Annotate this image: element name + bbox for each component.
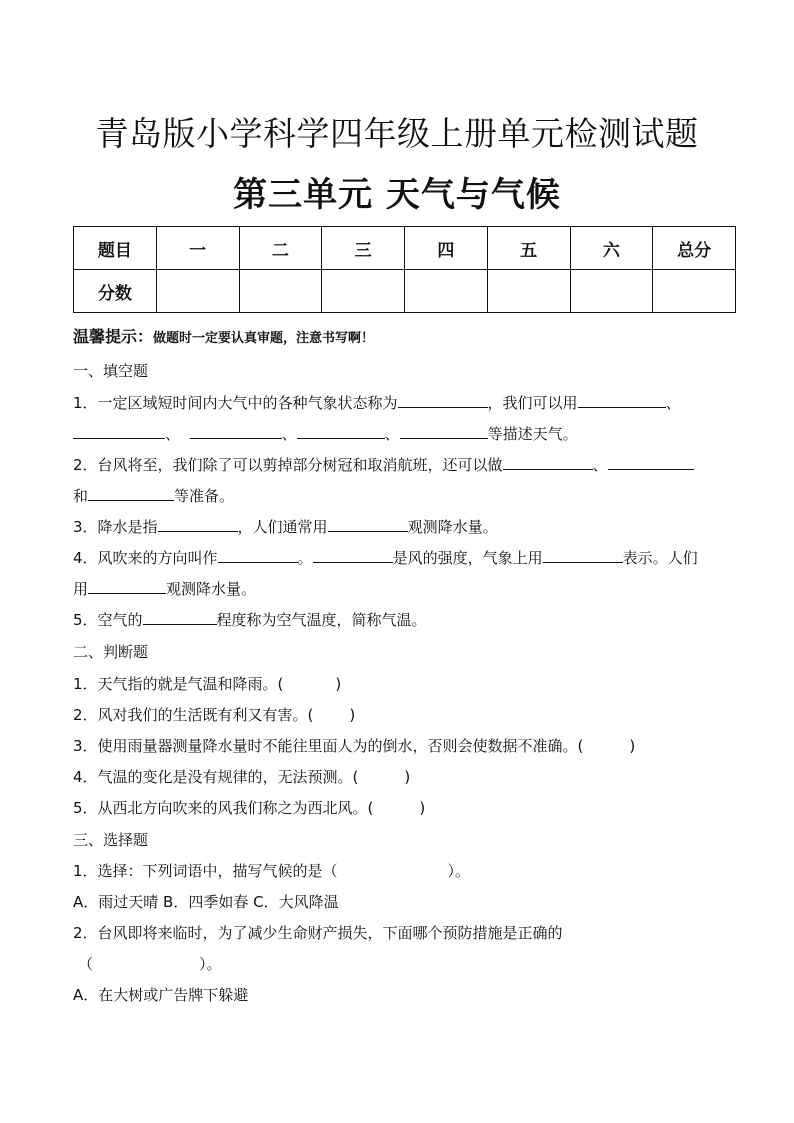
score-cell[interactable] [653,270,736,313]
question-fill-1-cont: 、 、 、 等描述天气。 [73,423,733,444]
question-fill-3: 3．降水是指 ，人们通常用 观测降水量。 [73,518,498,536]
answer-blank[interactable] [543,547,623,563]
section-heading-choice: 三、选择题 [73,831,149,849]
score-table-cell: 三 [322,227,405,270]
question-judge-3: 3．使用雨量器测量降水量时不能往里面人为的倒水，否则会使数据不准确。( ) [73,737,636,755]
answer-blank[interactable] [400,423,488,439]
question-fill-1: 1．一定区域短时间内大气中的各种气象状态称为 ，我们可以用 、 [73,394,681,412]
score-cell[interactable] [322,270,405,313]
answer-blank[interactable] [158,516,238,532]
answer-blank[interactable] [398,392,488,408]
question-fill-4: 4．风吹来的方向叫作 。 是风的强度，气象上用 表示。人们 [73,549,698,567]
score-cell[interactable] [156,270,239,313]
answer-blank[interactable] [88,485,174,501]
answer-blank[interactable] [143,609,217,625]
answer-blank[interactable] [328,516,408,532]
score-table-cell: 五 [487,227,570,270]
question-judge-2: 2．风对我们的生活既有利又有害。( ) [73,706,356,724]
score-cell[interactable] [239,270,322,313]
score-table-cell: 一 [156,227,239,270]
answer-blank[interactable] [578,392,666,408]
answer-blank[interactable] [218,547,298,563]
answer-blank[interactable] [73,423,165,439]
question-fill-4-cont: 用 观测降水量。 [73,580,257,598]
question-judge-4: 4．气温的变化是没有规律的，无法预测。( ) [73,768,411,786]
question-fill-5: 5．空气的 程度称为空气温度，简称气温。 [73,611,427,629]
score-cell[interactable] [570,270,653,313]
question-judge-1: 1．天气指的就是气温和降雨。( ) [73,675,342,693]
answer-blank[interactable] [297,423,385,439]
question-fill-2: 2．台风将至，我们除了可以剪掉部分树冠和取消航班，还可以做 、 [73,454,733,475]
answer-blank[interactable] [608,454,694,470]
score-cell[interactable] [405,270,488,313]
question-judge-5: 5．从西北方向吹来的风我们称之为西北风。( ) [73,799,426,817]
score-table-cell: 六 [570,227,653,270]
question-choice-2-cont: （ ）。 [78,955,222,973]
score-cell[interactable] [487,270,570,313]
exam-title: 青岛版小学科学四年级上册单元检测试题 [95,114,699,153]
answer-blank[interactable] [190,423,282,439]
question-choice-1: 1．选择：下列词语中，描写气候的是（ ）。 [73,862,471,880]
score-table-cell: 总分 [653,227,736,270]
score-table-cell: 二 [239,227,322,270]
score-table-header-row [74,227,736,270]
question-choice-2: 2．台风即将来临时，为了减少生命财产损失，下面哪个预防措施是正确的 [73,924,563,942]
score-table [73,226,736,313]
unit-title: 第三单元 天气与气候 [233,175,561,215]
score-table-cell: 四 [405,227,488,270]
section-heading-fill: 一、填空题 [73,362,149,380]
answer-blank[interactable] [88,578,166,594]
tip [73,324,374,347]
score-row-label: 分数 [74,270,157,313]
section-heading-judge: 二、判断题 [73,643,149,661]
question-choice-2-option-a: A．在大树或广告牌下躲避 [73,986,249,1004]
score-table-score-row [74,270,736,313]
question-fill-2-cont: 和 等准备。 [73,487,235,505]
answer-blank[interactable] [313,547,393,563]
tip-label: 温馨提示： [73,327,154,346]
score-table-cell: 题目 [74,227,157,270]
answer-blank[interactable] [503,454,593,470]
tip-text: 做题时一定要认真审题，注意书写啊！ [153,331,375,346]
question-choice-1-options: A．雨过天晴 B．四季如春 C．大风降温 [73,893,339,911]
